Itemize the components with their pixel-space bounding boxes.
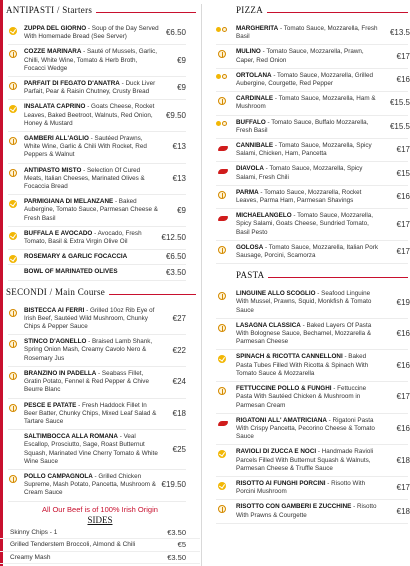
left-column xyxy=(0,0,200,564)
vegetarian-icon xyxy=(218,450,226,458)
right-column xyxy=(204,0,410,524)
menu-item-description: - Avocado, Fresh Tomato, Basil & Extra Virgin Olive Oil xyxy=(24,229,142,246)
menu-item-price: €17 xyxy=(396,145,410,155)
beef-origin-note: All Our Beef is of 100% Irish Origin xyxy=(42,504,158,514)
vegetarian-icon xyxy=(216,121,221,126)
gluten-free-icon xyxy=(9,169,17,177)
chili-icon xyxy=(218,421,228,426)
menu-item xyxy=(204,500,410,522)
menu-item-description: - Tomato Sauce, Mozzarella, Ham & Mushroom xyxy=(236,95,376,111)
gluten-free-icon xyxy=(218,292,226,300)
menu-item-price: €17 xyxy=(396,483,410,493)
menu-item-name: SALTIMBOCCA ALLA ROMANA xyxy=(24,433,118,441)
menu-item-name: ZUPPA DEL GIORNO xyxy=(24,25,87,32)
menu-item-name: RISOTTO CON GAMBERI E ZUCCHINE xyxy=(236,503,352,511)
menu-item-price: €16 xyxy=(396,423,410,433)
section-title: SECONDI / Main Course xyxy=(6,287,109,297)
menu-item xyxy=(204,22,410,44)
gluten-free-icon xyxy=(9,340,17,348)
side-item-name: Creamy Mash xyxy=(10,553,51,561)
vegetarian-icon xyxy=(216,27,221,32)
menu-item xyxy=(0,265,200,279)
menu-item-name: POLLO CAMPAGNOLA xyxy=(24,472,93,480)
menu-item-description: - Tomato Sauce, Mozzarella, Spicy Salami, Goats Cheese, Sundried Tomato, Basil Pesto xyxy=(236,212,374,236)
menu-item xyxy=(204,445,410,476)
menu-item-price: €18 xyxy=(172,408,186,418)
menu-item-price: €9 xyxy=(177,55,186,65)
antipasti-list xyxy=(0,22,200,281)
menu-item-description: - Tomato Sauce, Mozzarella, Rocket Leaves, Parma Ham, Parmesan Shavings xyxy=(236,188,362,205)
menu-item xyxy=(204,414,410,445)
menu-item-name: MICHAELANGELO xyxy=(236,212,292,220)
chili-icon xyxy=(218,169,228,174)
gluten-free-icon xyxy=(222,27,227,32)
menu-item-description: - Tomato Sauce, Mozzarella, Fresh Basil xyxy=(236,25,378,41)
menu-item-name: PARFAIT DI FEGATO D'ANATRA xyxy=(24,80,120,88)
menu-item-description: - Selection Of Cured Meats, Italian Cheeses, Marinated Olives & Focaccia Bread xyxy=(24,166,145,191)
menu-item-name: GAMBERI ALL'AGLIO xyxy=(24,135,89,143)
vegetarian-icon xyxy=(9,105,17,113)
section-header-pasta xyxy=(204,268,404,284)
menu-item xyxy=(0,250,200,264)
menu-item-name: COZZE MARINARA xyxy=(24,48,82,56)
menu-item-price: €16 xyxy=(396,329,410,339)
menu-item-price: €3.50 xyxy=(165,267,186,277)
section-header-pizza xyxy=(204,3,404,19)
vegetarian-icon xyxy=(9,200,17,208)
gluten-free-icon xyxy=(9,309,17,317)
item-separator xyxy=(8,501,186,502)
menu-item-price: €17 xyxy=(396,392,410,402)
menu-item xyxy=(0,227,200,249)
menu-item-description: - Grilled 10oz Rib Eye of Irish Beef, Sautéed Wild Mushroom, Chunky Chips & Pepper Sauce xyxy=(24,306,155,331)
menu-item-name: PARMIGIANA DI MELANZANE xyxy=(24,198,114,206)
item-separator xyxy=(216,523,408,524)
menu-item-description: - Goats Cheese, Rocket Leaves, Baked Beetroot, Walnuts, Red Onion, Honey & Mustard xyxy=(24,103,155,127)
menu-item-price: €13 xyxy=(172,173,186,183)
menu-item-description: - Tomato Sauce, Mozzarella, Prawn, Caper, Red Onion xyxy=(236,48,364,64)
section-title: PASTA xyxy=(236,270,268,280)
gluten-free-icon xyxy=(9,372,17,380)
menu-item-description: - Veal Escallop, Prosciutto, Sage, Roast Butternut Squash, Marinated Vine Cherry Tomato & White Wine Sauce xyxy=(24,433,158,465)
menu-item-price: €19 xyxy=(396,297,410,307)
menu-item-price: €13 xyxy=(172,142,186,152)
menu-item-name: RAVIOLI DI ZUCCA E NOCI xyxy=(236,448,317,456)
menu-item-price: €16 xyxy=(396,191,410,201)
chili-icon xyxy=(218,216,228,221)
section-title: ANTIPASTI / Starters xyxy=(6,5,96,15)
vegetarian-icon xyxy=(218,482,226,490)
gluten-free-icon xyxy=(218,324,226,332)
menu-item xyxy=(0,164,200,195)
gluten-free-icon xyxy=(218,505,226,513)
menu-item-description: - Fresh Haddock Fillet In Beer Batter, Chunky Chips, Mixed Leaf Salad & Tartare Sauce xyxy=(24,401,157,425)
gluten-free-icon xyxy=(222,121,227,126)
menu-item-name: LINGUINE ALLO SCOGLIO xyxy=(236,290,316,298)
menu-item-price: €16 xyxy=(396,360,410,370)
menu-item-price: €19.50 xyxy=(161,480,186,490)
menu-item xyxy=(204,45,410,67)
item-separator xyxy=(216,263,408,264)
sides-title: SIDES xyxy=(87,514,113,525)
gluten-free-icon xyxy=(9,82,17,90)
menu-item-name: PESCE E PATATE xyxy=(24,401,77,409)
vegetarian-icon xyxy=(218,355,226,363)
menu-item-description: - Baked Layers Of Pasta With Bolognese Sauce, Bechamel, Mozzarella & Parmesan Cheese xyxy=(236,321,372,346)
menu-item xyxy=(204,241,410,263)
menu-item-price: €12.50 xyxy=(161,232,186,242)
menu-item-name: BUFFALA E AVOCADO xyxy=(24,229,93,237)
menu-item-price: €24 xyxy=(172,377,186,387)
pizza-list xyxy=(204,22,410,264)
menu-item-description: - Tomato Sauce, Mozzarella, Spicy Salami, Fresh Chili xyxy=(236,165,363,181)
menu-item xyxy=(0,132,200,163)
menu-item-description: - Tomato Sauce, Mozzarella, Italian Pork Sausage, Porcini, Scamorza xyxy=(236,243,378,260)
menu-item-price: €17 xyxy=(396,51,410,61)
menu-item xyxy=(204,319,410,350)
section-header-antipasti xyxy=(0,3,200,19)
section-header-secondi xyxy=(0,285,200,301)
gluten-free-icon xyxy=(218,97,226,105)
vegetarian-gf-icons xyxy=(216,27,228,35)
vegetarian-icon xyxy=(9,255,17,263)
menu-item-description: - Sauté of Mussels, Garlic, Chilli, White Wine, Tomato & Herb Broth, Focacci Wedge xyxy=(24,48,157,72)
menu-item-price: €9.50 xyxy=(165,110,186,120)
menu-item xyxy=(204,116,410,138)
gluten-free-icon xyxy=(218,387,226,395)
menu-item-name: BOWL OF MARINATED OLIVES xyxy=(24,268,118,276)
menu-item xyxy=(204,382,410,413)
side-item-price: €5 xyxy=(177,540,186,550)
menu-item-name: ORTOLANA xyxy=(236,71,272,79)
menu-item-price: €22 xyxy=(172,345,186,355)
menu-item-price: €18 xyxy=(396,506,410,516)
vegetarian-icon xyxy=(9,27,17,35)
menu-item-name: MARGHERITA xyxy=(236,25,279,32)
menu-item-price: €15.5 xyxy=(389,121,410,131)
menu-item-description: - Baked Aubergine, Tomato Sauce, Parmesan Cheese & Fresh Basil xyxy=(24,198,158,222)
menu-item-name: PARMA xyxy=(236,188,259,196)
menu-item-description: - Seafood Linguine With Mussel, Prawns, Squid, Monkfish & Tomato Sauce xyxy=(236,290,372,314)
menu-item xyxy=(204,477,410,499)
menu-item-price: €17 xyxy=(396,246,410,256)
menu-item xyxy=(0,45,200,76)
gluten-free-icon xyxy=(9,475,17,483)
menu-item-price: €17 xyxy=(396,219,410,229)
menu-item-description: - Risotto With Porcini Mushroom xyxy=(236,479,366,496)
menu-item-description: - Tomato Sauce, Mozzarella, Spicy Salami, Chicken, Ham, Pancetta xyxy=(236,142,372,158)
gluten-free-icon xyxy=(9,137,17,145)
menu-item-description: - Handmade Ravioli Parcels Filled With Butternut Squash & Walnuts, Parmesan Cheese & Truffle Sauce xyxy=(236,448,374,472)
menu-item xyxy=(204,69,410,91)
section-title: PIZZA xyxy=(236,5,267,15)
menu-item xyxy=(204,287,410,318)
menu-item-price: €9 xyxy=(177,83,186,93)
chili-icon xyxy=(218,146,228,151)
menu-item-description: - Soup of the Day Served With Homemade Bread (See Server) xyxy=(24,25,159,41)
menu-item-name: DIAVOLA xyxy=(236,165,264,173)
menu-item xyxy=(204,139,410,161)
menu-item-price: €6.50 xyxy=(165,252,186,262)
menu-item-name: SPINACH & RICOTTA CANNELLONI xyxy=(236,353,343,361)
column-divider xyxy=(201,4,202,566)
menu-item-name: RISOTTO AI FUNGHI PORCINI xyxy=(236,479,326,487)
vegetarian-gf-icons xyxy=(216,121,228,129)
menu-item-price: €13.5 xyxy=(389,28,410,38)
menu-item-price: €27 xyxy=(172,313,186,323)
menu-item xyxy=(0,430,200,469)
menu-item-description: - Tomato Sauce, Mozzarella, Grilled Aubergine, Courgette, Red Pepper xyxy=(236,71,373,88)
item-separator xyxy=(8,280,186,281)
side-item xyxy=(0,539,200,552)
side-item-price: €3.50 xyxy=(167,552,186,562)
menu-item xyxy=(0,367,200,398)
menu-item-price: €16 xyxy=(396,74,410,84)
menu-item xyxy=(204,350,410,381)
pasta-list xyxy=(204,287,410,523)
vegetarian-icon xyxy=(9,232,17,240)
menu-item-name: CARDINALE xyxy=(236,95,274,103)
menu-item xyxy=(0,100,200,131)
menu-item-description: - Duck Liver Parfait, Pear & Raisin Chutney, Crusty Bread xyxy=(24,80,156,96)
menu-item-description: - Fettuccine Pasta With Sautéed Chicken & Mushroom in Parmesan Cream xyxy=(236,385,367,409)
gluten-free-icon xyxy=(218,191,226,199)
menu-item-name: CANNIBALE xyxy=(236,142,274,150)
menu-item xyxy=(0,335,200,366)
menu-item-description: - Risotto With Prawns & Courgette xyxy=(236,503,377,519)
vegetarian-gf-icons xyxy=(216,74,228,82)
menu-item-name: RIGATONI ALL' AMATRICIANA xyxy=(236,416,327,424)
menu-item-name: MULINO xyxy=(236,48,261,56)
menu-item-price: €15 xyxy=(396,168,410,178)
menu-item-description: - Sautéed Prawns, White Wine, Garlic & Chili With Rocket, Red Peppers & Walnut xyxy=(24,135,147,159)
menu-item xyxy=(0,22,200,44)
menu-item xyxy=(0,399,200,430)
menu-item-price: €15.5 xyxy=(389,98,410,108)
menu-item-description: - Seabass Fillet, Gratin Potato, Fennel & Red Pepper & Chive Beurre Blanc xyxy=(24,369,149,394)
menu-item-name: BUFFALO xyxy=(236,118,266,126)
menu-item-name: BISTECCA AI FERRI xyxy=(24,306,85,314)
menu-item xyxy=(0,304,200,335)
menu-item-description: - Grilled Chicken Supreme, Mash Potato, Pancetta, Mushroom & Cream Sauce xyxy=(24,472,156,497)
menu-item-description: - Tomato Sauce, Buffalo Mozzarella, Fresh Basil xyxy=(236,118,369,134)
menu-item xyxy=(204,92,410,114)
menu-item-description: - Rigatoni Pasta With Crispy Pancetta, Pecorino Cheese & Tomato Sauce xyxy=(236,416,375,441)
vegetarian-icon xyxy=(216,74,221,79)
menu-item-name: ROSEMARY & GARLIC FOCACCIA xyxy=(24,253,128,261)
side-item-price: €3.50 xyxy=(167,527,186,537)
side-item xyxy=(0,552,200,565)
menu-item-name: STINCO D'AGNELLO xyxy=(24,338,87,346)
menu-item-price: €9 xyxy=(177,205,186,215)
gluten-free-icon xyxy=(9,404,17,412)
menu-item-description: - Braised Lamb Shank, Spring Onion Mash, Creamy Cavolo Nero & Rosemary Jus xyxy=(24,338,153,362)
menu-item-name: GOLOSA xyxy=(236,243,264,251)
menu-item xyxy=(204,162,410,184)
menu-item-name: ANTIPASTO MISTO xyxy=(24,166,82,174)
menu-item-name: LASAGNA CLASSICA xyxy=(236,321,301,329)
menu-item-price: €18 xyxy=(396,455,410,465)
gluten-free-icon xyxy=(9,50,17,58)
side-item-name: Grilled Tenderstem Broccoli, Almond & Chili xyxy=(10,541,136,549)
menu-item-price: €6.50 xyxy=(165,28,186,38)
menu-item xyxy=(204,186,410,208)
sides-list xyxy=(0,527,200,565)
menu-item-name: INSALATA CAPRINO xyxy=(24,103,86,111)
secondi-list xyxy=(0,304,200,502)
menu-item-name: FETTUCCINE POLLO & FUNGHI xyxy=(236,385,332,393)
gluten-free-icon xyxy=(218,50,226,58)
menu-item-name: BRANZINO IN PADELLA xyxy=(24,369,97,377)
gluten-free-icon xyxy=(218,246,226,254)
menu-item-description: - Baked Pasta Tubes Filled With Ricotta & Spinach With Tomato Sauce & Mozzarella xyxy=(236,353,369,377)
menu-item xyxy=(0,470,200,501)
side-item xyxy=(0,527,200,540)
menu-item xyxy=(204,209,410,240)
menu-item xyxy=(0,77,200,99)
menu-item-price: €25 xyxy=(172,444,186,454)
gluten-free-icon xyxy=(222,74,227,79)
side-item-name: Skinny Chips - 1 xyxy=(10,528,58,536)
menu-item xyxy=(0,195,200,226)
